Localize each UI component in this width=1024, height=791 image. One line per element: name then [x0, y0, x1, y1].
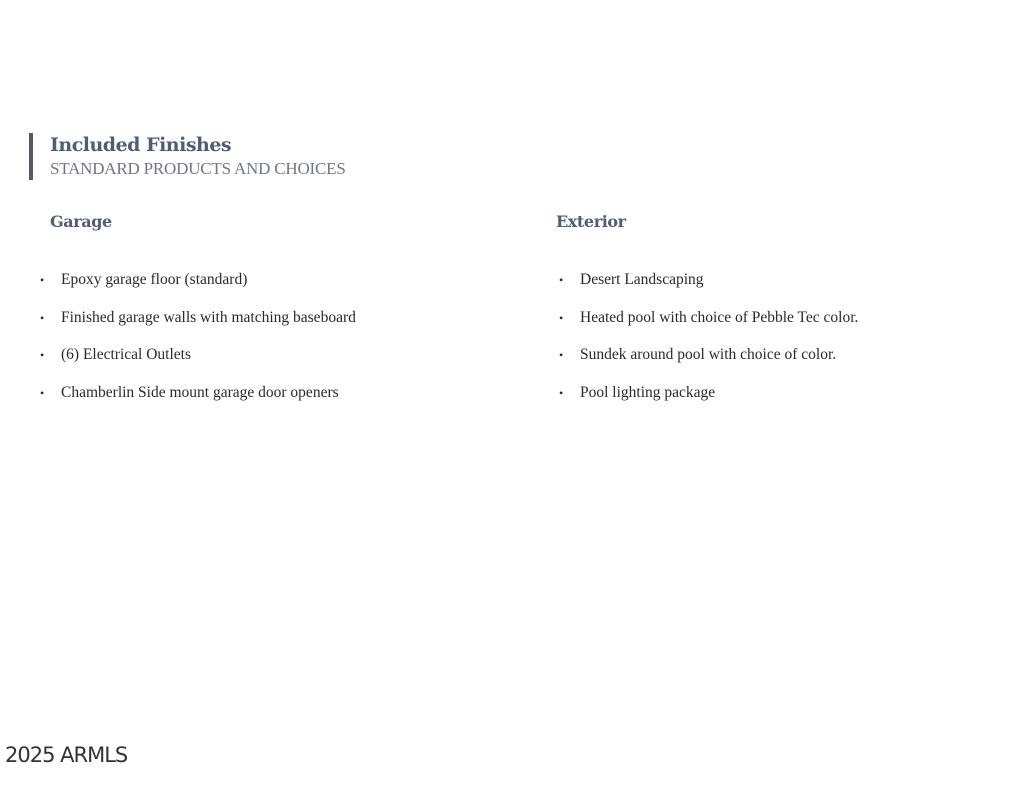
list-item-text: Heated pool with choice of Pebble Tec color. [580, 308, 859, 326]
bullet-icon: • [559, 310, 564, 325]
exterior-list [559, 269, 858, 420]
list-item-text: Epoxy garage floor (standard) [61, 271, 248, 288]
list-item-text: Finished garage walls with matching baseboard [61, 308, 356, 326]
bullet-icon: • [40, 386, 45, 401]
list-item-text: (6) Electrical Outlets [61, 346, 191, 364]
page-subtitle: STANDARD PRODUCTS AND CHOICES [50, 159, 346, 178]
list-item-text: Desert Landscaping [580, 271, 704, 288]
bullet-icon: • [559, 273, 564, 287]
copyright-watermark: 2025 ARMLS [5, 743, 128, 767]
list-item [559, 269, 858, 307]
header-accent-bar [29, 133, 33, 180]
list-item [40, 344, 356, 382]
bullet-icon: • [40, 348, 45, 363]
list-item [40, 269, 356, 307]
bullet-icon: • [40, 273, 45, 287]
section-heading-garage: Garage [50, 212, 112, 231]
bullet-icon: • [559, 348, 564, 363]
list-item-text: Pool lighting package [580, 384, 716, 402]
bullet-icon: • [40, 310, 45, 325]
list-item [40, 307, 356, 345]
bullet-icon: • [559, 386, 564, 401]
list-item-text: Sundek around pool with choice of color. [580, 346, 837, 364]
list-item [40, 382, 356, 420]
list-item-text: Chamberlin Side mount garage door openers [61, 384, 339, 402]
garage-list [40, 269, 356, 420]
list-item [559, 307, 858, 345]
section-heading-exterior: Exterior [556, 212, 626, 231]
list-item [559, 382, 858, 420]
page-title: Included Finishes [50, 134, 232, 156]
list-item [559, 344, 858, 382]
